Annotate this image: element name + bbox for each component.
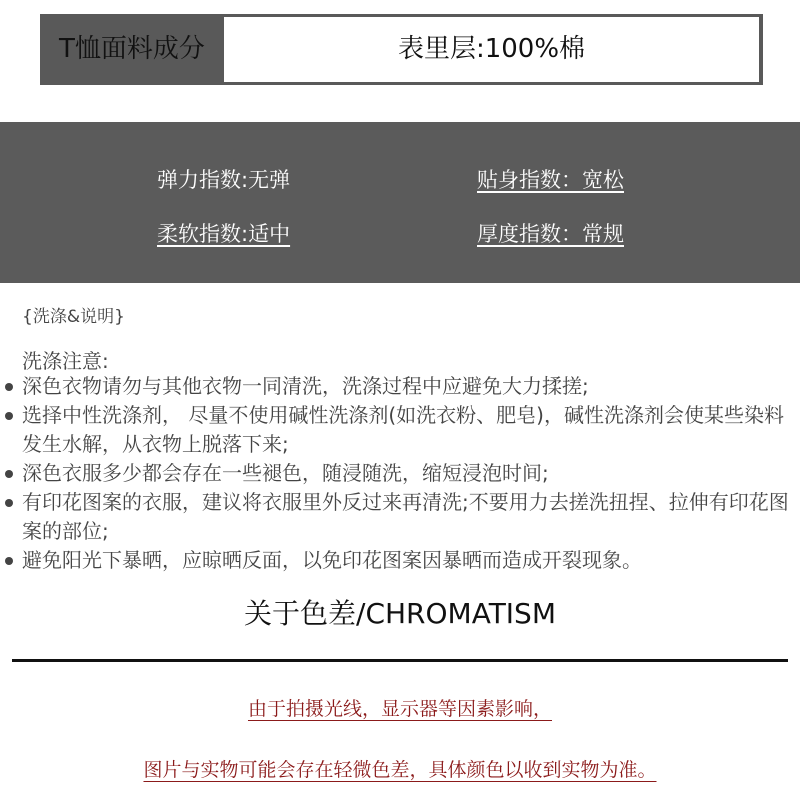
bullet-icon <box>5 470 13 478</box>
chromatism-disclaimer-line2 <box>0 755 800 782</box>
list-item <box>0 546 792 575</box>
washing-item-text: 深色衣服多少都会存在一些褪色，随浸随洗，缩短浸泡时间; <box>22 461 549 485</box>
disclaimer-text: 由于拍摄光线，显示器等因素影响， <box>247 698 552 720</box>
bullet-icon <box>5 499 13 507</box>
fit-index: 贴身指数：宽松 <box>477 168 624 192</box>
list-item <box>0 459 792 488</box>
washing-item-text: 选择中性洗涤剂， 尽量不使用碱性洗涤剂(如洗衣粉、肥皂)，碱性洗涤剂会使某些染料发生水解，从衣物上脱落下来; <box>22 403 784 456</box>
fabric-label: T恤面料成分 <box>59 34 205 64</box>
chromatism-disclaimer-line1 <box>0 694 800 721</box>
washing-item-text: 避免阳光下暴晒，应晾晒反面，以免印花图案因暴晒而造成开裂现象。 <box>22 548 642 572</box>
washing-item-text: 深色衣物请勿与其他衣物一同清洗，洗涤过程中应避免大力揉搓; <box>22 374 589 398</box>
washing-item-text: 有印花图案的衣服，建议将衣服里外反过来再清洗;不要用力去搓洗扭捏、拉伸有印花图案的部位; <box>22 490 789 543</box>
section-divider <box>12 659 788 662</box>
bullet-icon <box>5 383 13 391</box>
chromatism-title: 关于色差/CHROMATISM <box>244 597 556 630</box>
fabric-composition-bar <box>40 14 763 85</box>
washing-list <box>0 372 800 575</box>
list-item <box>0 372 792 401</box>
fabric-value: 表里层:100%棉 <box>224 17 759 82</box>
washing-notes-label: 洗涤注意: <box>22 349 109 373</box>
list-item <box>0 401 792 459</box>
bullet-icon <box>5 557 13 565</box>
disclaimer-text: 图片与实物可能会存在轻微色差，具体颜色以收到实物为准。 <box>143 759 657 781</box>
thickness-index: 厚度指数：常规 <box>477 222 624 246</box>
elasticity-index: 弹力指数:无弹 <box>157 168 291 192</box>
softness-index: 柔软指数:适中 <box>157 222 291 246</box>
index-band <box>0 122 800 283</box>
bullet-icon <box>5 412 13 420</box>
list-item <box>0 488 792 546</box>
washing-section-title: {洗涤&说明} <box>22 307 125 327</box>
